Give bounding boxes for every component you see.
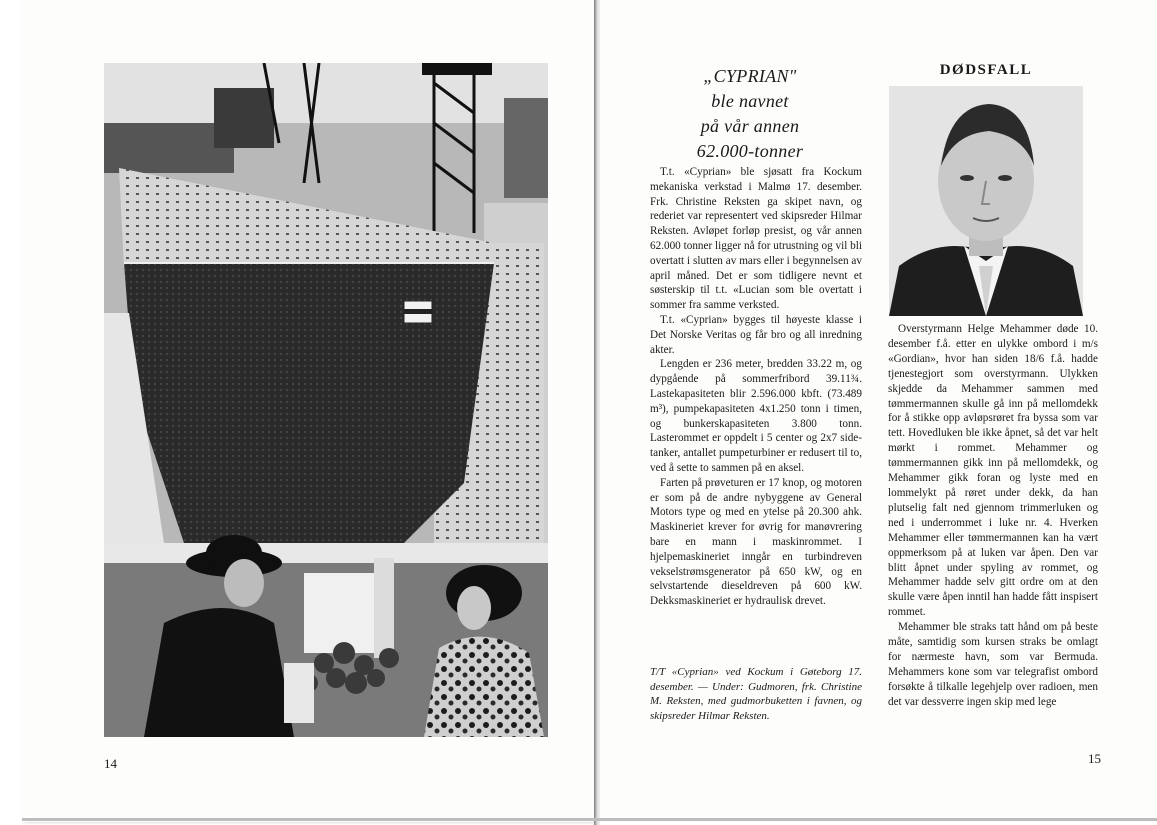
ship-launch-photo-collage: [104, 63, 548, 737]
article-paragraph: Lengden er 236 meter, bredden 33.22 m, og dypgående på sommerfribord 39.11¾. Lastekapasiteten blir 2.596.000 kbft. (73.489 m³), pumpekapasiteten 4x1.250 tonn i timen, og bunkerskapasiteten 3.800 tonn. Lasterommet er oppdelt i 5 center og 2x7 side-tanker, antallet pumpeturbiner er redusert til to, ved å sette to sammen på en aksel.: [650, 358, 862, 474]
obituary-body: [888, 322, 1098, 710]
article-paragraph: Farten på prøveturen er 17 knop, og motoren er som på de andre nybyggene av General Motors type og med en ytelse på 20.300 ahk. Maskineriet krever for øvrig for manøvrering bare en mann i maskinrommet. I hjelpemaskineriet inngår en turbindreven vekselstrømsgenerator på 650 kW, og en selvstartende dieseldreven på 600 kW. Dekksmaskineriet er hydraulisk drevet.: [650, 476, 862, 608]
article-paragraph: T.t. «Cyprian» bygges til høyeste klasse i Det Norske Veritas og får bro og all inredning akter.: [650, 313, 862, 356]
obituary-paragraph: Mehammer ble straks tatt hånd om på beste måte, samtidig som kursen straks be omlagt for nærmeste havn, som var Bermuda. Mehammers kone som var telegrafist ombord forsøkte å tilkalle legehjelp over radioen, men det var dessverre ingen skip med lege: [888, 621, 1098, 708]
portrait-photo: [889, 86, 1083, 316]
page-bottom-edge: [22, 818, 1157, 821]
article-paragraph: T.t. «Cyprian» ble sjøsatt fra Kockum mekaniska verkstad i Malmø 17. desember. Frk. Christine Reksten ga skipet navn, og rederiet var representert ved skipsreder Hilmar Reksten. Avløpet forløp presist, og vår annen 62.000 tonner ligger nå for utrustning og vil bli overtatt i slutten av mars eller i begynnelsen av april måned. Det er som tidligere nevnt et søsterskip til t.t. «Lucian som ble overtatt i sommer fra samme verksted.: [650, 166, 862, 312]
headline-line: „CYPRIAN": [703, 66, 797, 86]
headline-line: på vår annen: [700, 116, 800, 136]
page-number-left: 14: [104, 756, 117, 771]
portrait-illustration: [889, 86, 1083, 316]
page-number-right: 15: [1088, 751, 1101, 766]
article-body: [650, 165, 862, 609]
photo-caption: T/T «Cyprian» ved Kockum i Gøteborg 17. desember. — Under: Gudmoren, frk. Christine M. Reksten, med gudmorbuketten i favnen, og skipsreder Hilmar Reksten.: [650, 666, 862, 722]
photo-illustration: [104, 63, 548, 737]
headline-line: 62.000-tonner: [696, 141, 804, 161]
article-headline: [650, 64, 850, 164]
headline-line: ble navnet: [711, 91, 789, 111]
obituary-paragraph: Overstyrmann Helge Mehammer døde 10. desember f.å. etter en ulykke ombord i m/s «Gordian», hvor han siden 18/6 f.å. hadde tjenestegjort som overstyrmann. Ulykken skjedde da Mehammer sammen med tømmermannen skulle gå inn på mellomdekk for å stikke opp avløpsrøret fra byssa som var tett. Hovedluken ble ikke åpnet, så det var helt mørkt i rommet. Mehammer og tømmermannen gikk inn på mellomdekk, og Mehammer gikk foran og lyste med en lommelykt på røret under dekk, da han plutselig falt ned gjennom trimmerluken og ned i underrommet i luke nr. 4. Hverken Mehammer eller tømmermannen kan ha vært oppmerksom på at luken var åpen. Den var blitt åpnet under spyling av rommet, og Mehammer hadde selv gitt ordre om at den skulle være åpen inntil han hadde fått inspisert rommet.: [888, 323, 1098, 619]
obituary-heading: DØDSFALL: [939, 62, 1033, 78]
